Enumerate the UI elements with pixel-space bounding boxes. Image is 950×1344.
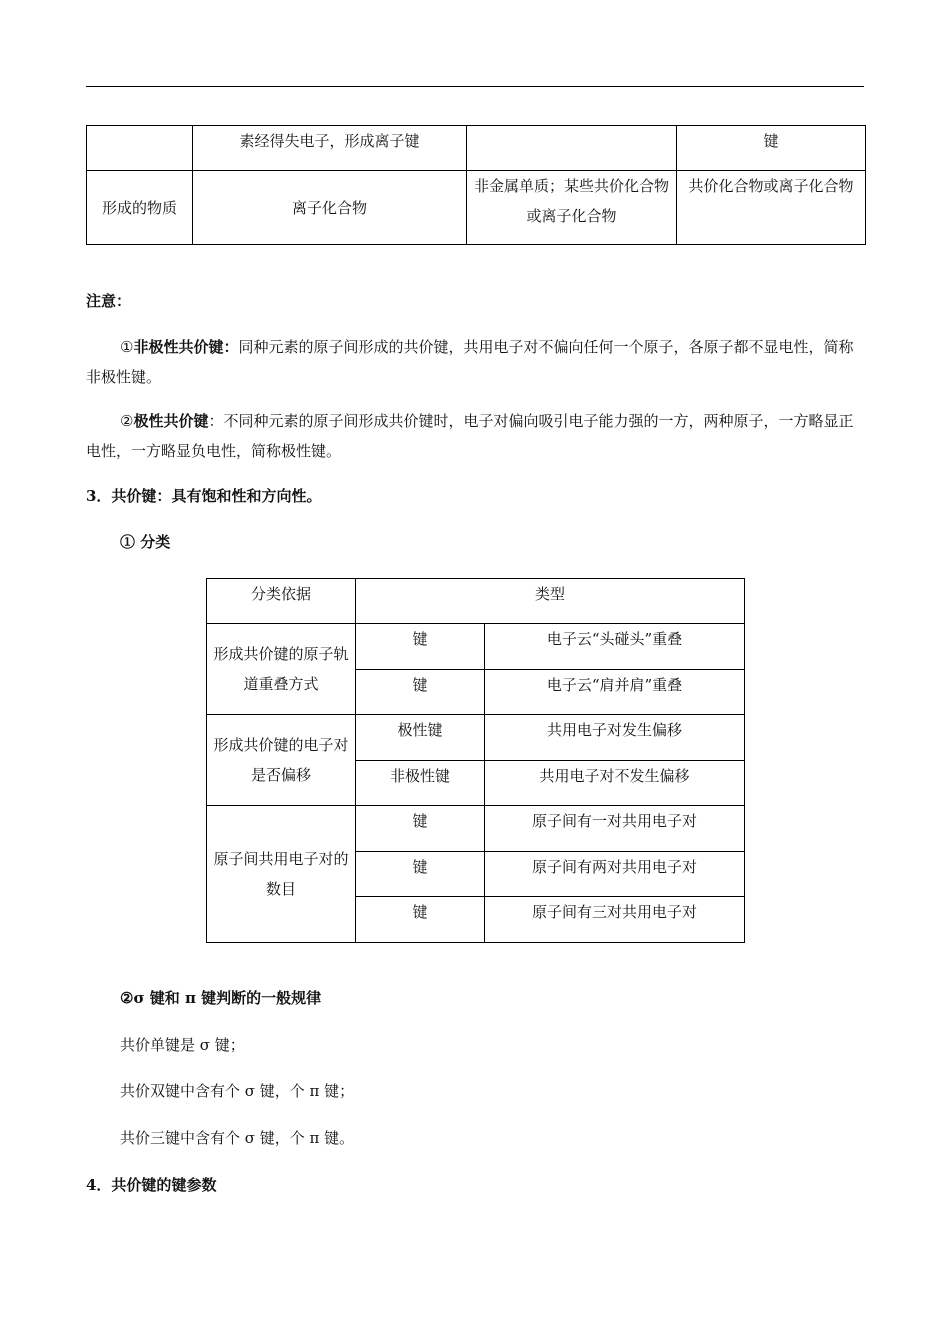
sigma-pi-line-3: 共价三键中含有个 σ 键，个 π 键。 [120,1129,355,1147]
t2-g3-r1-type: 键 [356,806,485,852]
note-item-1-term: 非极性共价键 [133,338,224,356]
note-item-2-prefix: ② [120,412,134,430]
section-3-sub-classification: ① 分类 [120,533,171,551]
t2-g2-r2-type: 非极性键 [356,761,485,806]
note-item-1-colon: ： [223,338,239,356]
sigma-pi-heading: ②σ 键和 π 键判断的一般规律 [120,989,322,1007]
t1-r1-c1 [87,126,193,171]
classification-table [206,578,745,943]
t2-g1-r2-type: 键 [356,670,485,715]
t2-g2-r1-desc: 共用电子对发生偏移 [485,715,745,761]
note-title: 注意： [86,292,132,310]
t2-g3-r3-desc: 原子间有三对共用电子对 [485,897,745,943]
t1-r2-c3: 非金属单质；某些共价化合物或离子化合物 [467,171,677,245]
t2-g3-r1-desc: 原子间有一对共用电子对 [485,806,745,852]
sigma-pi-line-2: 共价双键中含有个 σ 键，个 π 键； [120,1082,355,1100]
note-item-2-term: 极性共价键 [133,412,209,430]
t2-g3-r2-desc: 原子间有两对共用电子对 [485,852,745,897]
t2-g3-r2-type: 键 [356,852,485,897]
t2-group3-label: 原子间共用电子对的数目 [207,806,356,943]
t2-group2-label: 形成共价键的电子对是否偏移 [207,715,356,806]
t1-r2-c4: 共价化合物或离子化合物 [677,171,866,245]
t1-r1-c2: 素经得失电子，形成离子键 [193,126,467,171]
t1-r2-c2: 离子化合物 [193,171,467,245]
t2-g3-r3-type: 键 [356,897,485,943]
note-item-2-text: 不同种元素的原子间形成共价键时，电子对偏向吸引电子能力强的一方，两种原子，一方略显正电性，一方略显负电性，简称极性键。 [86,412,854,460]
note-item-2-colon: ： [208,412,224,430]
section-4-heading: 4．共价键的键参数 [86,1176,217,1194]
sigma-pi-line-1: 共价单键是 σ 键； [120,1036,245,1054]
t2-g1-r2-desc: 电子云“肩并肩”重叠 [485,670,745,715]
section-3-heading: 3．共价键：具有饱和性和方向性。 [86,487,322,505]
t1-r2-c1: 形成的物质 [87,171,193,245]
t2-group1-label: 形成共价键的原子轨道重叠方式 [207,624,356,715]
t2-g2-r1-type: 极性键 [356,715,485,761]
t2-g2-r2-desc: 共用电子对不发生偏移 [485,761,745,806]
note-item-1-prefix: ① [120,338,134,356]
note-item-2 [86,406,864,466]
t2-g1-r1-type: 键 [356,624,485,670]
t2-header-basis: 分类依据 [207,579,356,624]
note-item-1-text: 同种元素的原子间形成的共价键，共用电子对不偏向任何一个原子，各原子都不显电性，简称非极性键。 [86,338,854,386]
t2-header-type: 类型 [356,579,745,624]
t1-r1-c4: 键 [677,126,866,171]
bond-comparison-table [86,125,866,245]
note-item-1 [86,332,864,392]
header-rule [86,86,864,87]
t1-r1-c3 [467,126,677,171]
t2-g1-r1-desc: 电子云“头碰头”重叠 [485,624,745,670]
